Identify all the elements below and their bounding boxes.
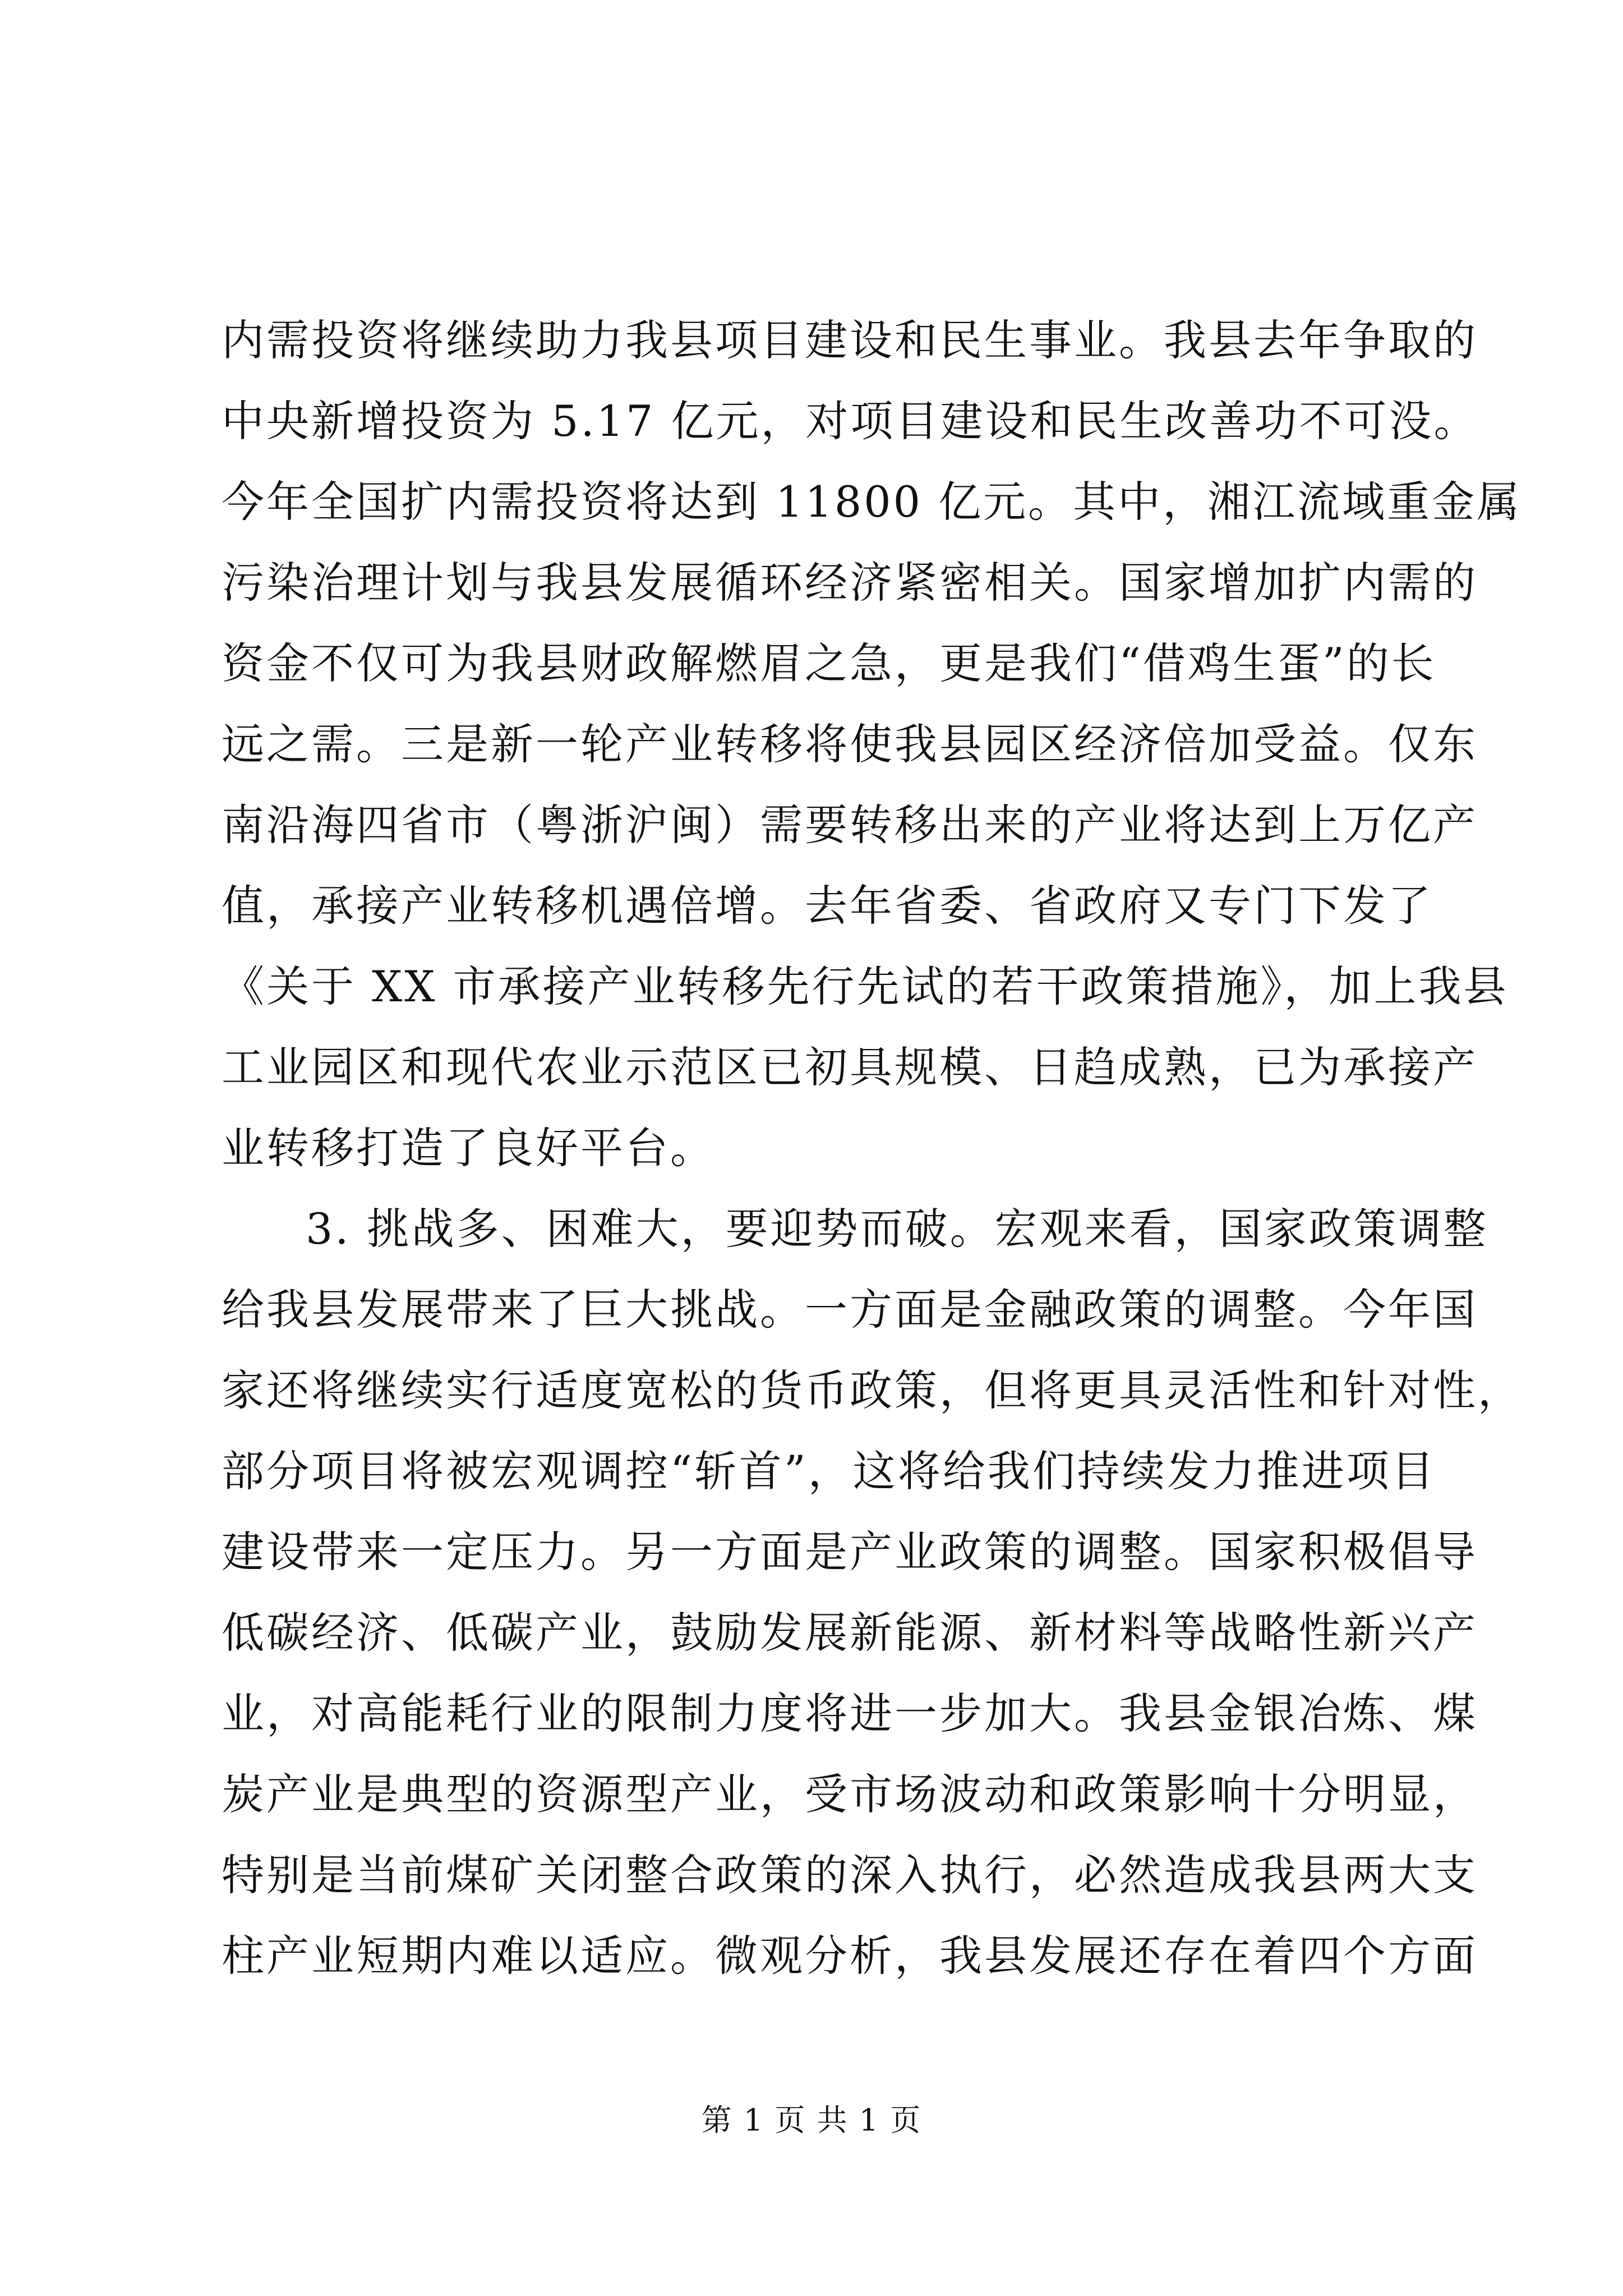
paragraph [222,1189,1523,1996]
text-line: 低碳经济、低碳产业，鼓励发展新能源、新材料等战略性新兴产 [222,1608,1478,1658]
text-line: 柱产业短期内难以适应。微观分析，我县发展还存在着四个方面 [222,1931,1478,1981]
page-footer [0,2101,1623,2140]
text-line: 业，对高能耗行业的限制力度将进一步加大。我县金银冶炼、煤 [222,1688,1478,1738]
text-line: 部分项目将被宏观调控“斩首”，这将给我们持续发力推进项目 [222,1446,1436,1496]
text-line: 业转移打造了良好平台。 [222,1123,715,1173]
text-line: 远之需。三是新一轮产业转移将使我县园区经济倍加受益。仅东 [222,719,1478,769]
text-line: 3. 挑战多、困难大，要迎势而破。宏观来看，国家政策调整 [306,1204,1488,1254]
text-line: 工业园区和现代农业示范区已初具规模、日趋成熟，已为承接产 [222,1042,1478,1092]
text-line: 家还将继续实行适度宽松的货币政策，但将更具灵活性和针对性， [222,1365,1523,1415]
text-line: 《关于 XX 市承接产业转移先行先试的若干政策措施》，加上我县 [222,961,1509,1011]
text-line: 建设带来一定压力。另一方面是产业政策的调整。国家积极倡导 [222,1527,1478,1577]
text-line: 污染治理计划与我县发展循环经济紧密相关。国家增加扩内需的 [222,558,1478,608]
body-text [222,300,1523,1996]
text-line: 内需投资将继续助力我县项目建设和民生事业。我县去年争取的 [222,315,1478,365]
text-line: 资金不仅可为我县财政解燃眉之急，更是我们“借鸡生蛋”的长 [222,638,1436,688]
paragraph [222,300,1522,1189]
text-line: 中央新增投资为 5.17 亿元，对项目建设和民生改善功不可没。 [222,396,1479,446]
text-line: 炭产业是典型的资源型产业，受市场波动和政策影响十分明显， [222,1769,1478,1819]
page-number-label: 第 1 页 共 1 页 [701,2102,922,2138]
text-line: 给我县发展带来了巨大挑战。一方面是金融政策的调整。今年国 [222,1285,1478,1335]
text-line: 南沿海四省市（粤浙沪闽）需要转移出来的产业将达到上万亿产 [222,800,1478,850]
text-line: 今年全国扩内需投资将达到 11800 亿元。其中，湘江流域重金属 [222,477,1522,527]
text-line: 值，承接产业转移机遇倍增。去年省委、省政府又专门下发了 [222,881,1433,931]
text-line: 特别是当前煤矿关闭整合政策的深入执行，必然造成我县两大支 [222,1850,1478,1900]
